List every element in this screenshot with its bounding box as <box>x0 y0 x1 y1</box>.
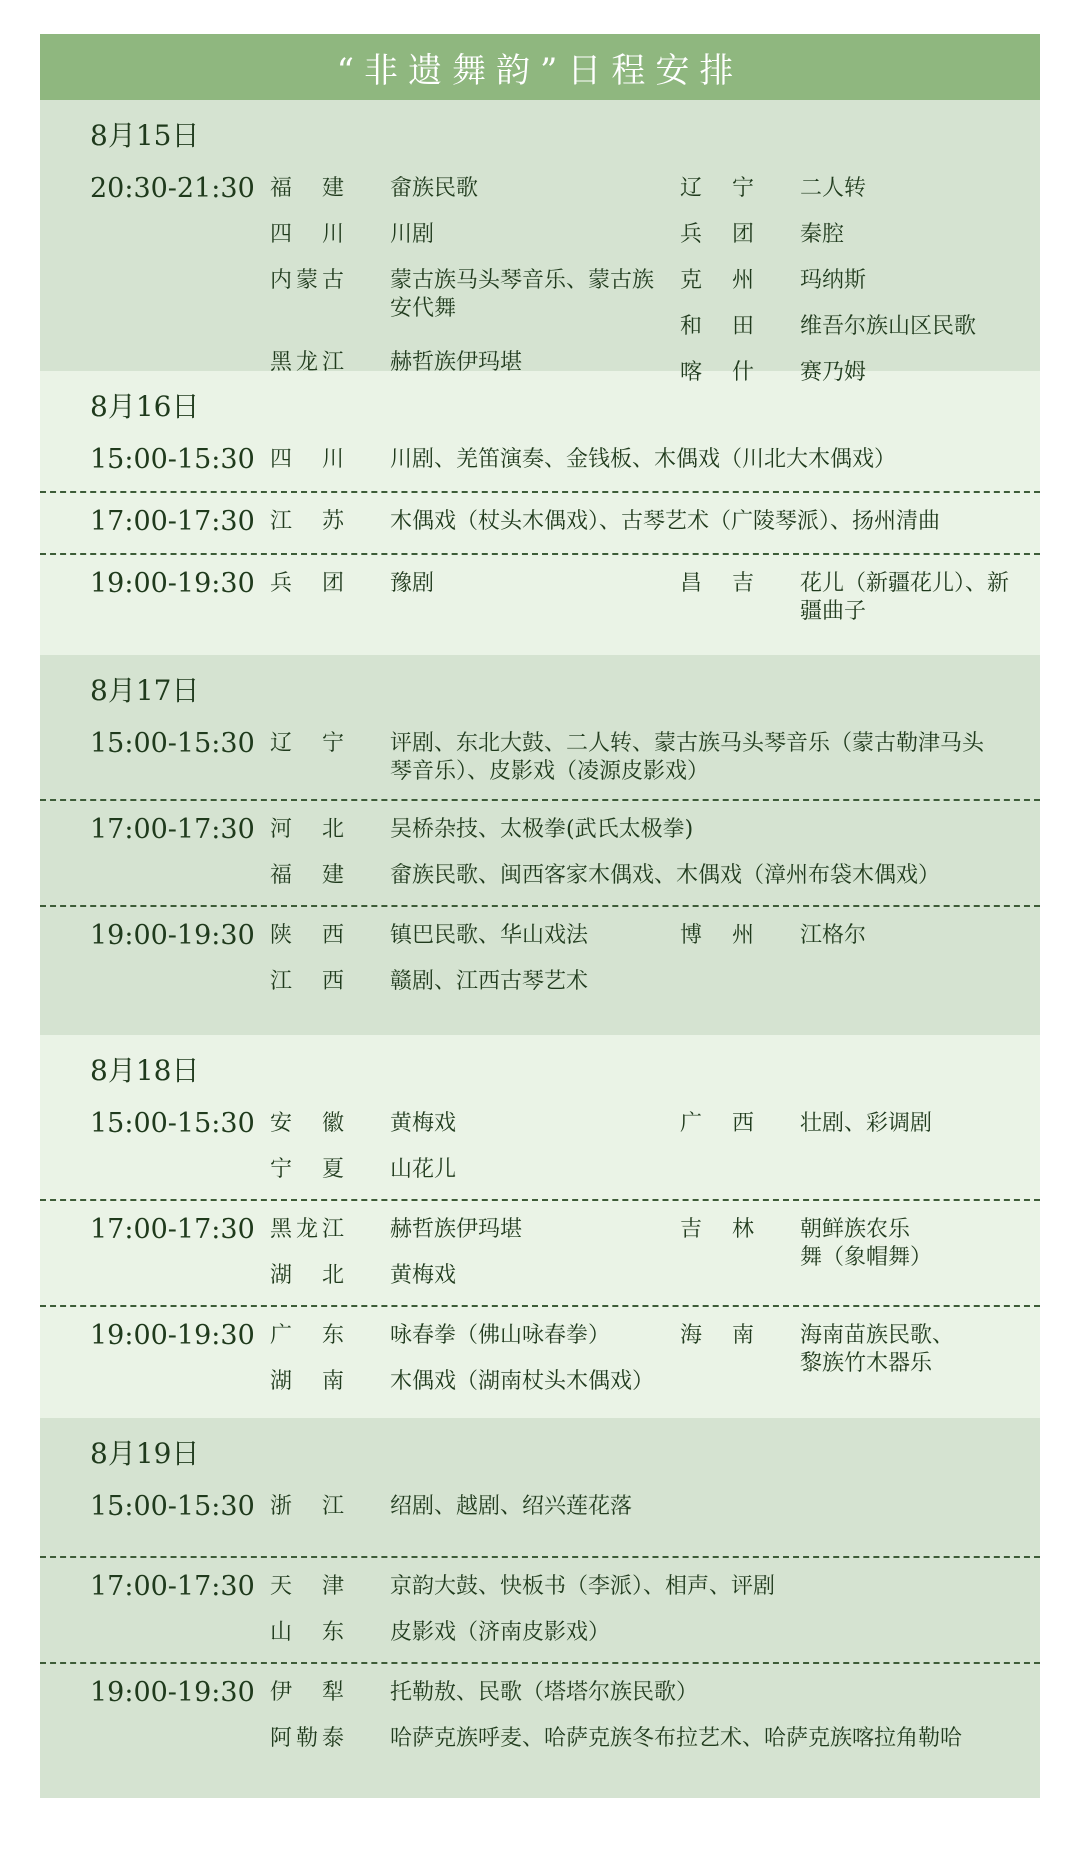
province-label: 阿勒泰 <box>270 1726 349 1751</box>
time-slot <box>40 905 1040 1011</box>
province-label: 海 南 <box>680 1323 759 1348</box>
slot-time: 17:00-17:30 <box>90 1571 255 1602</box>
program-row <box>40 304 1040 350</box>
program-name: 绍剧、越剧、绍兴莲花落 <box>390 1494 633 1519</box>
program-row <box>40 721 1040 793</box>
program-name: 托勒敖、民歌（塔塔尔族民歌） <box>390 1680 699 1705</box>
program-name: 赫哲族伊玛堪 <box>390 1217 523 1242</box>
program-row <box>40 913 1040 959</box>
program-row <box>40 1313 1040 1376</box>
program-row <box>40 1147 1040 1193</box>
program-name: 黄梅戏 <box>390 1111 457 1136</box>
day-date: 8月17日 <box>90 674 200 707</box>
program-row <box>40 1670 1040 1716</box>
province-label: 宁 夏 <box>270 1157 349 1182</box>
province-label: 兵 团 <box>270 571 349 596</box>
slot-time: 17:00-17:30 <box>90 506 255 537</box>
program-row <box>40 853 1040 899</box>
province-label: 浙 江 <box>270 1494 349 1519</box>
time-slot <box>40 1556 1040 1662</box>
program-name: 海南苗族民歌、黎族竹木器乐 <box>800 1323 955 1376</box>
program-name: 黄梅戏 <box>390 1263 457 1288</box>
program-name: 木偶戏（湖南杖头木偶戏） <box>390 1369 655 1394</box>
province-label: 克 州 <box>680 268 759 293</box>
program-row <box>40 1610 1040 1656</box>
program-row <box>40 166 1040 212</box>
program-name: 赛乃姆 <box>800 360 867 385</box>
province-label: 兵 团 <box>680 222 759 247</box>
program-row <box>40 1101 1040 1147</box>
program-row <box>40 561 1040 633</box>
province-label: 黑龙江 <box>270 350 349 375</box>
time-slot <box>40 799 1040 905</box>
program-name: 镇巴民歌、华山戏法 <box>390 923 589 948</box>
day-block <box>40 100 1040 385</box>
slot-time: 20:30-21:30 <box>90 173 255 204</box>
program-name: 川剧、羌笛演奏、金钱板、木偶戏（川北大木偶戏） <box>390 447 897 472</box>
slot-time: 15:00-15:30 <box>90 1491 255 1522</box>
province-label: 广 东 <box>270 1323 349 1348</box>
province-label: 福 建 <box>270 863 349 888</box>
program-name: 豫剧 <box>390 571 435 596</box>
slot-time: 17:00-17:30 <box>90 1214 255 1245</box>
program-name: 花儿（新疆花儿）、新疆曲子 <box>800 571 1010 624</box>
time-slot <box>40 1662 1040 1768</box>
program-name: 畲族民歌 <box>390 176 479 201</box>
program-name: 壮剧、彩调剧 <box>800 1111 933 1136</box>
day-block <box>40 371 1040 655</box>
program-name: 川剧 <box>390 222 435 247</box>
province-label: 伊 犁 <box>270 1680 349 1705</box>
program-name: 维吾尔族山区民歌 <box>800 314 977 339</box>
day-block <box>40 1418 1040 1798</box>
program-name: 赣剧、江西古琴艺术 <box>390 969 589 994</box>
province-label: 黑龙江 <box>270 1217 349 1242</box>
slot-time: 19:00-19:30 <box>90 568 255 599</box>
province-label: 湖 南 <box>270 1369 349 1394</box>
program-name: 评剧、东北大鼓、二人转、蒙古族马头琴音乐（蒙古勒津马头琴音乐）、皮影戏（凌源皮影戏） <box>390 731 985 784</box>
program-name: 江格尔 <box>800 923 867 948</box>
program-name: 吴桥杂技、太极拳(武氏太极拳) <box>390 817 694 842</box>
slot-time: 19:00-19:30 <box>90 1320 255 1351</box>
schedule-title: “非遗舞韵”日程安排 <box>40 34 1040 100</box>
program-row <box>40 807 1040 853</box>
time-slot <box>40 1305 1040 1411</box>
time-slot <box>40 715 1040 799</box>
day-date: 8月16日 <box>90 390 200 423</box>
province-label: 辽 宁 <box>680 176 759 201</box>
province-label: 江 苏 <box>270 509 349 534</box>
province-label: 江 西 <box>270 969 349 994</box>
program-name: 木偶戏（杖头木偶戏）、古琴艺术（广陵琴派）、扬州清曲 <box>390 509 941 534</box>
slot-time: 15:00-15:30 <box>90 728 255 759</box>
program-name: 皮影戏（济南皮影戏） <box>390 1620 611 1645</box>
slot-time: 17:00-17:30 <box>90 814 255 845</box>
province-label: 内蒙古 <box>270 268 349 293</box>
program-name: 哈萨克族呼麦、哈萨克族冬布拉艺术、哈萨克族喀拉角勒哈 <box>390 1726 963 1751</box>
province-label: 四 川 <box>270 222 349 247</box>
program-row <box>40 1359 1040 1405</box>
program-name: 秦腔 <box>800 222 845 247</box>
time-slot <box>40 1199 1040 1305</box>
program-name: 蒙古族马头琴音乐、蒙古族安代舞 <box>390 268 655 321</box>
time-slot <box>40 160 1040 402</box>
program-row <box>40 258 1040 321</box>
time-slot <box>40 1095 1040 1199</box>
program-name: 山花儿 <box>390 1157 457 1182</box>
program-row <box>40 959 1040 1005</box>
province-label: 广 西 <box>680 1111 759 1136</box>
program-row <box>40 1484 1040 1530</box>
program-row <box>40 212 1040 258</box>
province-label: 博 州 <box>680 923 759 948</box>
time-slot <box>40 431 1040 491</box>
province-label: 河 北 <box>270 817 349 842</box>
time-slot <box>40 553 1040 639</box>
province-label: 昌 吉 <box>680 571 759 596</box>
slot-time: 15:00-15:30 <box>90 1108 255 1139</box>
program-row <box>40 437 1040 483</box>
province-label: 喀 什 <box>680 360 759 385</box>
day-block <box>40 655 1040 1035</box>
province-label: 山 东 <box>270 1620 349 1645</box>
province-label: 四 川 <box>270 447 349 472</box>
slot-time: 15:00-15:30 <box>90 444 255 475</box>
day-block <box>40 1035 1040 1418</box>
time-slot <box>40 1478 1040 1556</box>
province-label: 吉 林 <box>680 1217 759 1242</box>
program-name: 玛纳斯 <box>800 268 867 293</box>
program-row <box>40 1207 1040 1270</box>
program-row <box>40 1716 1040 1762</box>
program-name: 朝鲜族农乐舞（象帽舞） <box>800 1217 933 1270</box>
slot-time: 19:00-19:30 <box>90 920 255 951</box>
program-name: 二人转 <box>800 176 867 201</box>
program-row <box>40 350 1040 396</box>
province-label: 和 田 <box>680 314 759 339</box>
day-date: 8月15日 <box>90 119 200 152</box>
program-name: 赫哲族伊玛堪 <box>390 350 523 375</box>
program-name: 京韵大鼓、快板书（李派）、相声、评剧 <box>390 1574 776 1599</box>
province-label: 辽 宁 <box>270 731 349 756</box>
day-date: 8月18日 <box>90 1054 200 1087</box>
province-label: 福 建 <box>270 176 349 201</box>
program-name: 畲族民歌、闽西客家木偶戏、木偶戏（漳州布袋木偶戏） <box>390 863 941 888</box>
province-label: 天 津 <box>270 1574 349 1599</box>
program-name: 咏春拳（佛山咏春拳） <box>390 1323 611 1348</box>
time-slot <box>40 491 1040 553</box>
province-label: 陕 西 <box>270 923 349 948</box>
program-row <box>40 1253 1040 1299</box>
province-label: 湖 北 <box>270 1263 349 1288</box>
schedule-sheet <box>40 34 1040 1798</box>
program-row <box>40 499 1040 545</box>
slot-time: 19:00-19:30 <box>90 1677 255 1708</box>
province-label: 安 徽 <box>270 1111 349 1136</box>
program-row <box>40 1564 1040 1610</box>
day-date: 8月19日 <box>90 1437 200 1470</box>
